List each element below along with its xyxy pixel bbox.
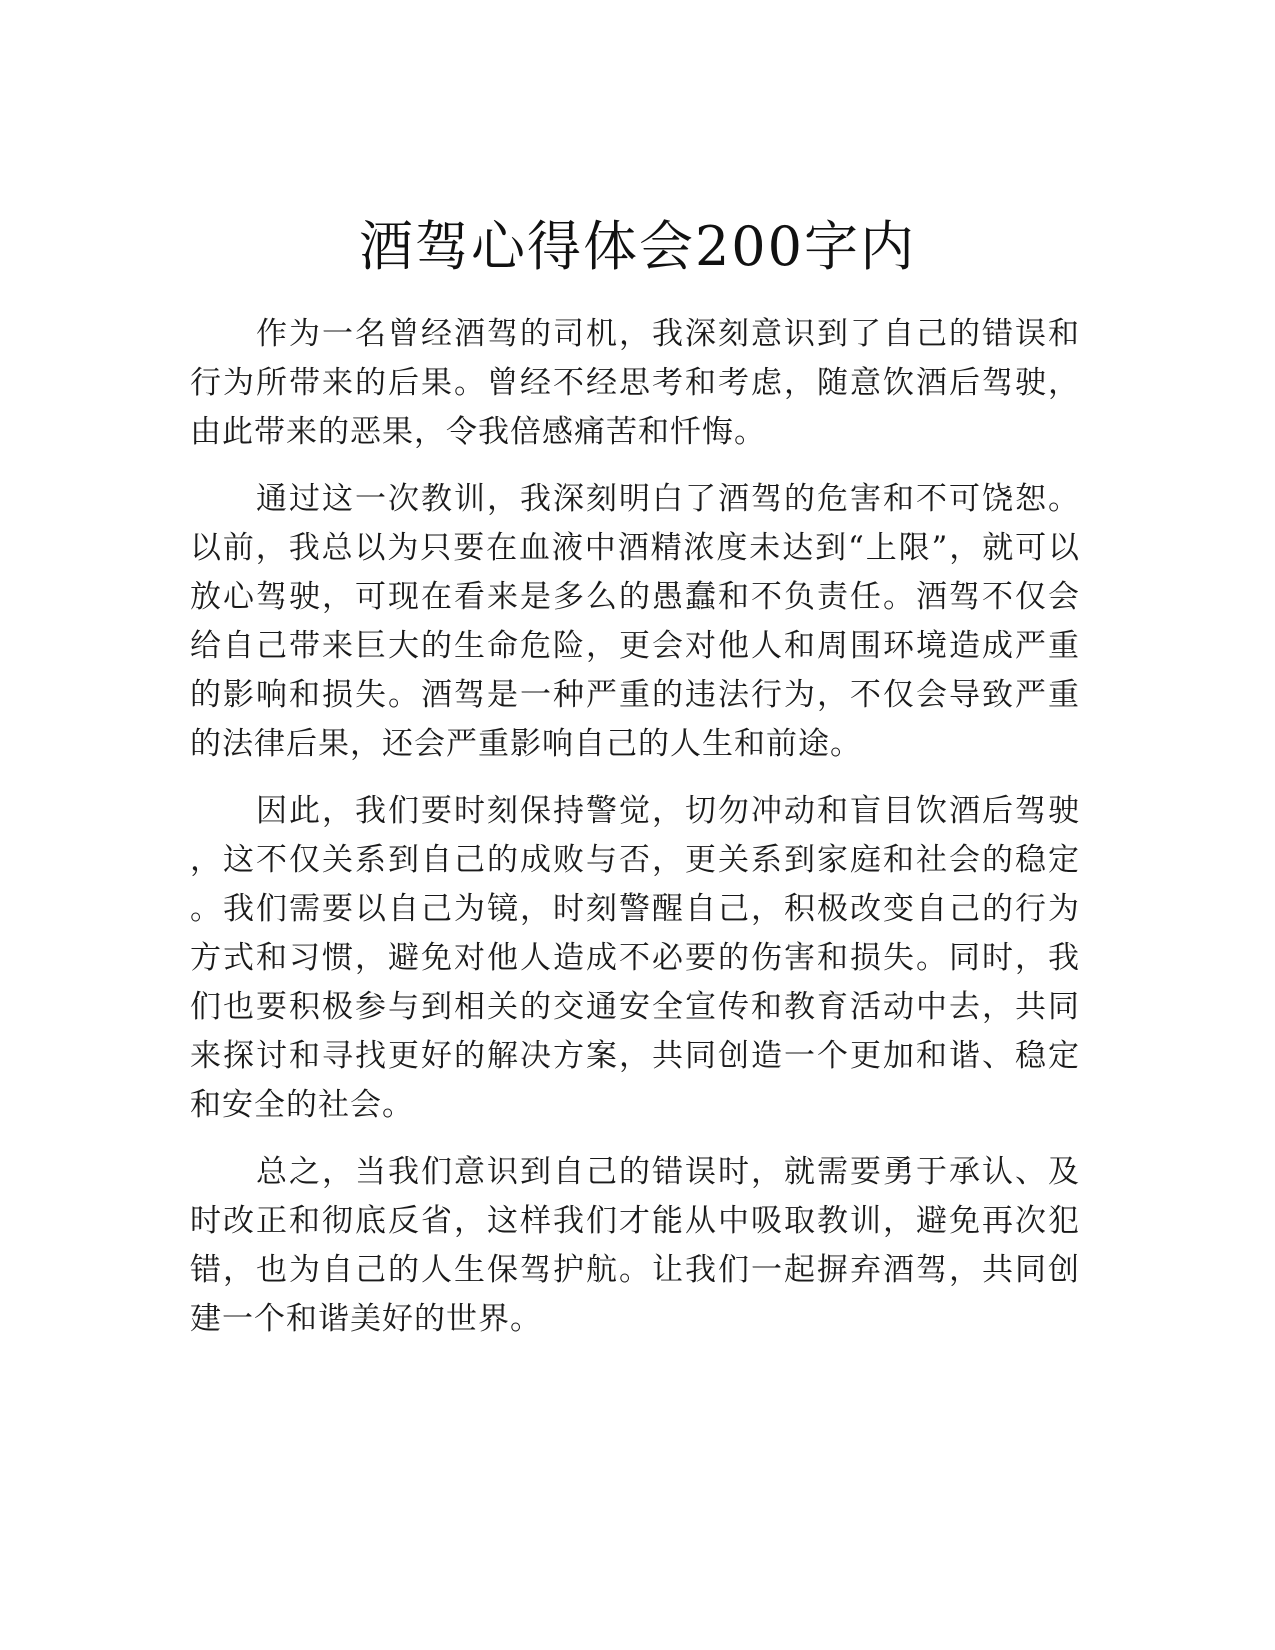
paragraph-line: 和安全的社会。: [190, 1087, 414, 1123]
paragraph-line: 因此，我们要时刻保持警觉，切勿冲动和盲目饮酒后驾驶: [256, 793, 1080, 829]
paragraph-line: 以前，我总以为只要在血液中酒精浓度未达到“上限”，就可以: [190, 530, 1080, 566]
paragraph-line: 由此带来的恶果，令我倍感痛苦和忏悔。: [190, 414, 766, 450]
paragraph-line: 。我们需要以自己为镜，时刻警醒自己，积极改变自己的行为: [190, 891, 1080, 927]
document-body: [190, 310, 1080, 1362]
paragraph-line: 的影响和损失。酒驾是一种严重的违法行为，不仅会导致严重: [190, 677, 1080, 713]
paragraph-4: [190, 1148, 1080, 1344]
paragraph-2: [190, 475, 1080, 769]
paragraph-line: 们也要积极参与到相关的交通安全宣传和教育活动中去，共同: [190, 989, 1080, 1025]
paragraph-line: 来探讨和寻找更好的解决方案，共同创造一个更加和谐、稳定: [190, 1038, 1080, 1074]
paragraph-line: ，这不仅关系到自己的成败与否，更关系到家庭和社会的稳定: [190, 842, 1080, 878]
paragraph-line: 的法律后果，还会严重影响自己的人生和前途。: [190, 726, 862, 762]
paragraph-line: 方式和习惯，避免对他人造成不必要的伤害和损失。同时，我: [190, 940, 1080, 976]
paragraph-1: [190, 310, 1080, 457]
paragraph-line: 通过这一次教训，我深刻明白了酒驾的危害和不可饶恕。: [256, 481, 1080, 517]
paragraph-line: 放心驾驶，可现在看来是多么的愚蠢和不负责任。酒驾不仅会: [190, 579, 1080, 615]
paragraph-line: 时改正和彻底反省，这样我们才能从中吸取教训，避免再次犯: [190, 1203, 1080, 1239]
paragraph-line: 建一个和谐美好的世界。: [190, 1301, 542, 1337]
paragraph-line: 错，也为自己的人生保驾护航。让我们一起摒弃酒驾，共同创: [190, 1252, 1080, 1288]
paragraph-line: 行为所带来的后果。曾经不经思考和考虑，随意饮酒后驾驶，: [190, 365, 1080, 401]
paragraph-line: 给自己带来巨大的生命危险，更会对他人和周围环境造成严重: [190, 628, 1080, 664]
paragraph-line: 作为一名曾经酒驾的司机，我深刻意识到了自己的错误和: [256, 316, 1080, 352]
paragraph-line: 总之，当我们意识到自己的错误时，就需要勇于承认、及: [256, 1154, 1080, 1190]
document-title: 酒驾心得体会200字内: [358, 215, 917, 278]
paragraph-3: [190, 787, 1080, 1130]
